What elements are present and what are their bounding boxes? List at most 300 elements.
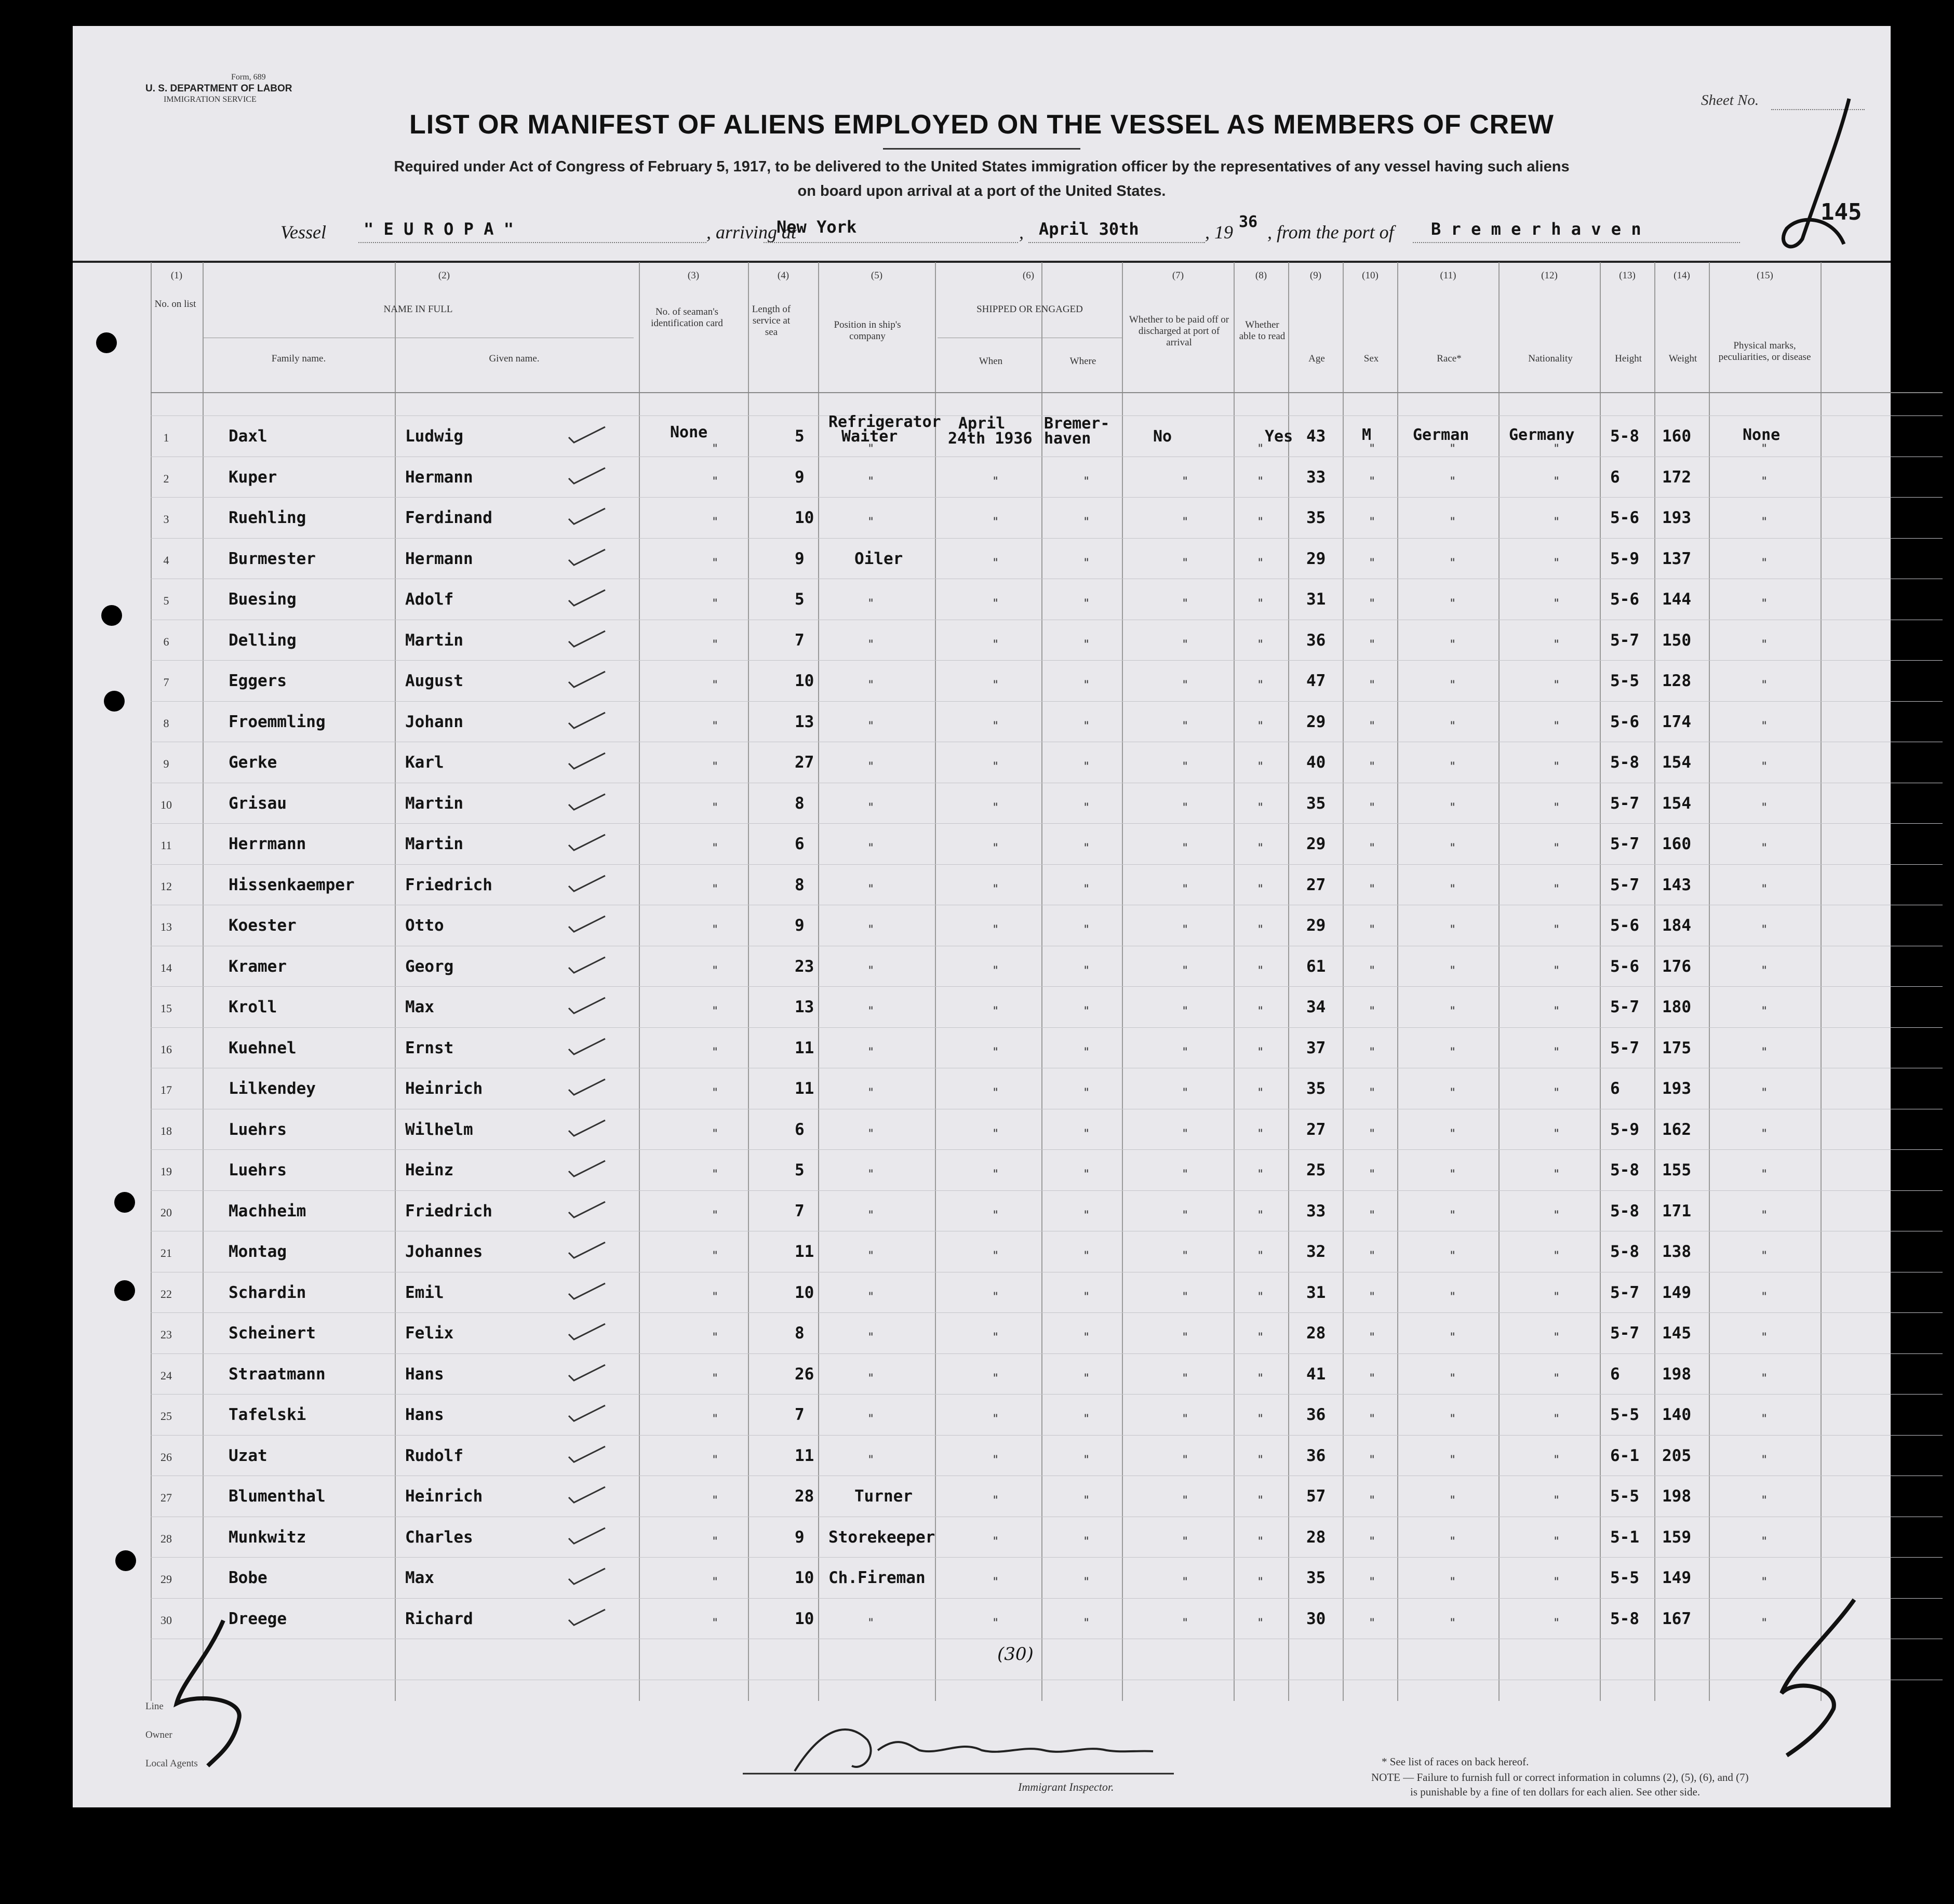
- given-name: Heinrich: [405, 1079, 483, 1098]
- ditto-mark: ": [1257, 679, 1264, 692]
- ditto-mark: ": [712, 801, 719, 814]
- column-number: (4): [777, 270, 789, 281]
- ditto-mark: ": [1083, 475, 1090, 488]
- given-name: Karl: [405, 753, 444, 772]
- ditto-mark: ": [992, 1250, 999, 1263]
- ditto-mark: ": [1761, 1372, 1768, 1385]
- vessel-name: " E U R O P A ": [364, 219, 514, 239]
- ditto-mark: ": [992, 638, 999, 651]
- ditto-mark: ": [1553, 801, 1560, 814]
- age: 35: [1306, 794, 1326, 813]
- given-name: Emil: [405, 1283, 444, 1302]
- check-mark-icon: [566, 1484, 608, 1505]
- ditto-mark: ": [1083, 556, 1090, 570]
- ditto-mark: ": [1182, 760, 1189, 773]
- service-name: IMMIGRATION SERVICE: [164, 95, 257, 104]
- ditto-mark: ": [1553, 679, 1560, 692]
- height: 5-7: [1610, 794, 1639, 813]
- row-number: 21: [160, 1246, 172, 1259]
- ditto-mark: ": [992, 1331, 999, 1344]
- ditto-mark: ": [1553, 1535, 1560, 1548]
- manifest-sheet: [73, 26, 1891, 1807]
- ditto-mark: ": [1369, 1290, 1376, 1304]
- ditto-mark: ": [1083, 760, 1090, 773]
- row-line: [151, 1353, 1943, 1354]
- service-years: 6: [795, 1120, 805, 1139]
- header-id-card: No. of seaman's identification card: [651, 306, 723, 329]
- given-name: Johann: [405, 712, 463, 731]
- age: 29: [1306, 835, 1326, 853]
- vessel-label: Vessel: [280, 222, 326, 243]
- service-years: 10: [795, 1609, 814, 1628]
- age: 29: [1306, 916, 1326, 935]
- header-age: Age: [1308, 353, 1325, 364]
- penalty-note-line1: NOTE — Failure to furnish full or correct information in columns (2), (5), (6), and (7): [1371, 1771, 1749, 1784]
- ditto-mark: ": [1257, 1127, 1264, 1141]
- family-name: Schardin: [229, 1283, 306, 1302]
- position: Oiler: [854, 549, 903, 568]
- weight: 160: [1662, 427, 1691, 446]
- given-name: Martin: [405, 794, 463, 813]
- ditto-mark: ": [1369, 556, 1376, 570]
- given-name: Otto: [405, 916, 444, 935]
- weight: 159: [1662, 1527, 1691, 1547]
- ditto-mark: ": [1761, 1616, 1768, 1630]
- row1-physical-marks: None: [1743, 426, 1781, 444]
- header-no-on-list: No. on list: [154, 299, 196, 310]
- arriving-port: New York: [777, 217, 857, 237]
- family-name: Machheim: [229, 1201, 306, 1221]
- check-mark-icon: [566, 1281, 608, 1302]
- given-name: Ferdinand: [405, 508, 492, 527]
- given-name: Rudolf: [405, 1446, 463, 1465]
- ditto-mark: ": [1257, 1535, 1264, 1548]
- column-number: (13): [1619, 270, 1636, 281]
- ditto-mark: ": [1369, 1331, 1376, 1344]
- ditto-mark: ": [712, 1331, 719, 1344]
- column-line: [395, 262, 396, 1701]
- ditto-mark: ": [1553, 964, 1560, 977]
- ditto-mark: ": [1257, 1331, 1264, 1344]
- given-name: Martin: [405, 835, 463, 853]
- check-mark-icon: [566, 587, 608, 608]
- check-mark-icon: [566, 1240, 608, 1261]
- ditto-mark: ": [1553, 1616, 1560, 1630]
- weight: 144: [1662, 590, 1691, 609]
- family-name: Burmester: [229, 549, 316, 568]
- weight: 143: [1662, 875, 1691, 894]
- ditto-mark: ": [1182, 1576, 1189, 1589]
- ditto-mark: ": [867, 842, 875, 855]
- family-name: Luehrs: [229, 1120, 287, 1139]
- header-weight: Weight: [1668, 353, 1697, 364]
- service-years: 8: [795, 1324, 805, 1343]
- height: 5-7: [1610, 835, 1639, 853]
- ditto-mark: ": [1369, 923, 1376, 936]
- ditto-mark: ": [1182, 516, 1189, 529]
- ditto-mark: ": [1257, 719, 1264, 733]
- row1-nationality: Germany: [1509, 426, 1575, 444]
- ditto-mark: ": [1083, 842, 1090, 855]
- service-years: 13: [795, 998, 814, 1016]
- row-number: 30: [160, 1613, 172, 1627]
- ditto-mark: ": [1182, 475, 1189, 488]
- ditto-mark: ": [1369, 1127, 1376, 1141]
- row1-position-line1: Refrigerator: [828, 413, 941, 431]
- ditto-mark: ": [992, 1453, 999, 1467]
- column-number: (14): [1674, 270, 1690, 281]
- row-line: [151, 1435, 1943, 1436]
- ditto-mark: ": [1182, 1127, 1189, 1141]
- row-line: [151, 823, 1943, 824]
- ditto-mark: ": [1449, 597, 1456, 610]
- ditto-mark: ": [867, 1005, 875, 1018]
- ditto-mark: ": [1369, 801, 1376, 814]
- age: 33: [1306, 1201, 1326, 1221]
- weight: 172: [1662, 467, 1691, 487]
- row-number: 3: [163, 513, 169, 526]
- ditto-mark: ": [712, 964, 719, 977]
- family-name: Delling: [229, 631, 297, 650]
- weight: 176: [1662, 957, 1691, 976]
- ditto-mark: ": [1449, 1413, 1456, 1426]
- weight: 145: [1662, 1324, 1691, 1343]
- height: 5-8: [1610, 1242, 1639, 1261]
- ditto-mark: ": [867, 1331, 875, 1344]
- left-handwritten-mark: [166, 1615, 260, 1771]
- row-number: 2: [163, 472, 169, 485]
- ditto-mark: ": [712, 760, 719, 773]
- service-years: 28: [795, 1487, 814, 1506]
- ditto-mark: ": [1257, 443, 1264, 455]
- ditto-mark: ": [867, 1453, 875, 1467]
- ditto-mark: ": [1369, 1535, 1376, 1548]
- family-name: Dreege: [229, 1609, 287, 1628]
- ditto-mark: ": [1182, 1331, 1189, 1344]
- header-service: Length of service at sea: [752, 304, 791, 338]
- ditto-mark: ": [1257, 1250, 1264, 1263]
- ditto-mark: ": [1257, 1616, 1264, 1630]
- column-line: [935, 262, 936, 1701]
- ditto-mark: ": [1449, 719, 1456, 733]
- ditto-mark: ": [1449, 1045, 1456, 1059]
- ditto-mark: ": [1182, 1290, 1189, 1304]
- height: 5-5: [1610, 1487, 1639, 1506]
- height: 6: [1610, 1364, 1620, 1384]
- ditto-mark: ": [712, 1209, 719, 1222]
- ditto-mark: ": [1083, 1616, 1090, 1630]
- ditto-mark: ": [992, 1535, 999, 1548]
- ditto-mark: ": [1083, 1250, 1090, 1263]
- ditto-mark: ": [992, 842, 999, 855]
- service-years: 11: [795, 1242, 814, 1261]
- service-years: 5: [795, 590, 805, 609]
- footer-left-label: Line: [145, 1701, 164, 1712]
- column-number: (12): [1541, 270, 1558, 281]
- given-name: Martin: [405, 631, 463, 650]
- height: 5-6: [1610, 508, 1639, 527]
- ditto-mark: ": [1257, 1576, 1264, 1589]
- year-suffix: 36: [1239, 213, 1258, 231]
- ditto-mark: ": [1761, 1453, 1768, 1467]
- ditto-mark: ": [1182, 964, 1189, 977]
- family-name: Kramer: [229, 957, 287, 976]
- ditto-mark: ": [1182, 923, 1189, 936]
- ditto-mark: ": [1257, 1168, 1264, 1181]
- family-name: Kuper: [229, 467, 277, 487]
- ditto-mark: ": [1257, 1413, 1264, 1426]
- ditto-mark: ": [1553, 1290, 1560, 1304]
- column-number: (9): [1309, 270, 1322, 281]
- ditto-mark: ": [1553, 1005, 1560, 1018]
- height: 5-1: [1610, 1527, 1639, 1547]
- ditto-mark: ": [1257, 882, 1264, 896]
- ditto-mark: ": [1761, 556, 1768, 570]
- ditto-mark: ": [1449, 1494, 1456, 1507]
- family-name: Hissenkaemper: [229, 875, 355, 894]
- check-mark-icon: [566, 547, 608, 568]
- ditto-mark: ": [1182, 842, 1189, 855]
- ditto-mark: ": [1182, 1168, 1189, 1181]
- footer-left-label: Local Agents: [145, 1758, 198, 1769]
- height: 5-7: [1610, 1324, 1639, 1343]
- weight: 154: [1662, 794, 1691, 813]
- ditto-mark: ": [992, 1005, 999, 1018]
- weight: 174: [1662, 712, 1691, 731]
- ditto-mark: ": [992, 597, 999, 610]
- ditto-mark: ": [1761, 475, 1768, 488]
- punch-hole: [114, 1280, 135, 1301]
- check-mark-icon: [566, 710, 608, 731]
- column-line: [1821, 262, 1822, 1701]
- ditto-mark: ": [1761, 516, 1768, 529]
- ditto-mark: ": [992, 801, 999, 814]
- ditto-mark: ": [1257, 1087, 1264, 1100]
- family-name: Gerke: [229, 753, 277, 772]
- row-number: 10: [160, 798, 172, 811]
- ditto-mark: ": [992, 1576, 999, 1589]
- given-name: Max: [405, 1568, 434, 1587]
- ditto-mark: ": [1761, 1045, 1768, 1059]
- service-years: 10: [795, 508, 814, 527]
- ditto-mark: ": [867, 516, 875, 529]
- family-name: Bobe: [229, 1568, 267, 1587]
- service-years: 23: [795, 957, 814, 976]
- check-mark-icon: [566, 465, 608, 486]
- age: 36: [1306, 1405, 1326, 1424]
- ditto-mark: ": [1449, 1535, 1456, 1548]
- ditto-mark: ": [1369, 1413, 1376, 1426]
- check-mark-icon: [566, 1444, 608, 1465]
- service-years: 13: [795, 712, 814, 731]
- subtitle-line1: Required under Act of Congress of February 5, 1917, to be delivered to the United States immigration officer by the representatives of any vessel having such aliens: [394, 158, 1570, 175]
- ditto-mark: ": [1761, 443, 1768, 455]
- column-line: [639, 262, 640, 1701]
- column-line: [1288, 262, 1289, 1701]
- age: 40: [1306, 753, 1326, 772]
- service-years: 9: [795, 467, 805, 487]
- row1-able-to-read: Yes: [1265, 427, 1293, 446]
- ditto-mark: ": [992, 882, 999, 896]
- ditto-mark: ": [867, 1087, 875, 1100]
- ditto-mark: ": [867, 719, 875, 733]
- row-line: [151, 660, 1943, 661]
- row-line: [151, 497, 1943, 498]
- height: 5-5: [1610, 1405, 1639, 1424]
- ditto-mark: ": [867, 760, 875, 773]
- ditto-mark: ": [1761, 760, 1768, 773]
- ditto-mark: ": [1083, 964, 1090, 977]
- ditto-mark: ": [1553, 882, 1560, 896]
- ditto-mark: ": [1083, 516, 1090, 529]
- check-mark-icon: [566, 1321, 608, 1342]
- ditto-mark: ": [1553, 1250, 1560, 1263]
- header-height: Height: [1615, 353, 1642, 364]
- arriving-label: , arriving at: [706, 222, 797, 243]
- ditto-mark: ": [1449, 1087, 1456, 1100]
- row-number: 12: [160, 879, 172, 893]
- check-mark-icon: [566, 873, 608, 894]
- family-name: Buesing: [229, 590, 297, 609]
- age: 36: [1306, 1446, 1326, 1465]
- given-name: Heinrich: [405, 1487, 483, 1506]
- ditto-mark: ": [1083, 679, 1090, 692]
- header-given-name: Given name.: [489, 353, 540, 364]
- ditto-mark: ": [1083, 719, 1090, 733]
- ditto-mark: ": [712, 842, 719, 855]
- given-name: Johannes: [405, 1242, 483, 1261]
- weight: 149: [1662, 1568, 1691, 1587]
- ditto-mark: ": [1083, 1413, 1090, 1426]
- ditto-mark: ": [1553, 923, 1560, 936]
- form-number: Form, 689: [231, 73, 266, 82]
- column-line: [1343, 262, 1344, 1701]
- row-line: [151, 1557, 1943, 1558]
- service-years: 27: [795, 753, 814, 772]
- check-mark-icon: [566, 832, 608, 853]
- given-name: Ludwig: [405, 427, 463, 446]
- row-number: 18: [160, 1124, 172, 1137]
- ditto-mark: ": [712, 1372, 719, 1385]
- service-years: 9: [795, 549, 805, 568]
- subtitle-line2: on board upon arrival at a port of the United States.: [797, 183, 1166, 199]
- age: 43: [1306, 427, 1326, 446]
- ditto-mark: ": [1369, 760, 1376, 773]
- service-years: 11: [795, 1446, 814, 1465]
- ditto-mark: ": [992, 760, 999, 773]
- arrival-date-line: [1028, 242, 1205, 243]
- height: 5-6: [1610, 712, 1639, 731]
- ditto-mark: ": [867, 638, 875, 651]
- punch-hole: [114, 1192, 135, 1213]
- header-nationality: Nationality: [1528, 353, 1573, 364]
- page-title: LIST OR MANIFEST OF ALIENS EMPLOYED ON THE VESSEL AS MEMBERS OF CREW: [409, 110, 1554, 140]
- ditto-mark: ": [992, 964, 999, 977]
- row-line: [151, 1598, 1943, 1599]
- family-name: Tafelski: [229, 1405, 306, 1424]
- ditto-mark: ": [1369, 842, 1376, 855]
- ditto-mark: ": [992, 556, 999, 570]
- row-line: [151, 701, 1943, 702]
- ditto-mark: ": [1083, 882, 1090, 896]
- row-number: 5: [163, 594, 169, 607]
- age: 37: [1306, 1038, 1326, 1057]
- row-number: 6: [163, 635, 169, 648]
- ditto-mark: ": [1369, 1372, 1376, 1385]
- ditto-mark: ": [1257, 638, 1264, 651]
- ditto-mark: ": [1369, 475, 1376, 488]
- ditto-mark: ": [1449, 443, 1456, 455]
- family-name: Lilkendey: [229, 1079, 316, 1098]
- ditto-mark: ": [867, 1250, 875, 1263]
- ditto-mark: ": [1257, 964, 1264, 977]
- row-number: 11: [160, 839, 172, 852]
- service-years: 8: [795, 875, 805, 894]
- row1-paid-off: No: [1153, 427, 1172, 446]
- header-shipped: SHIPPED OR ENGAGED: [976, 304, 1083, 315]
- ditto-mark: ": [1553, 1045, 1560, 1059]
- ditto-mark: ": [1553, 1453, 1560, 1467]
- ditto-mark: ": [867, 1413, 875, 1426]
- ditto-mark: ": [1083, 1576, 1090, 1589]
- row-number: 13: [160, 920, 172, 933]
- arriving-port-line: [764, 242, 1018, 243]
- family-name: Montag: [229, 1242, 287, 1261]
- age: 41: [1306, 1364, 1326, 1384]
- service-years: 10: [795, 1283, 814, 1302]
- ditto-mark: ": [712, 597, 719, 610]
- ditto-mark: ": [1761, 1494, 1768, 1507]
- ditto-mark: ": [1553, 1413, 1560, 1426]
- ditto-mark: ": [1553, 1576, 1560, 1589]
- header-able-to-read: Whether able to read: [1239, 319, 1286, 342]
- height: 6: [1610, 1079, 1620, 1098]
- header-paid-off: Whether to be paid off or discharged at port of arrival: [1129, 314, 1229, 348]
- height: 5-7: [1610, 631, 1639, 650]
- row-number: 14: [160, 961, 172, 974]
- check-mark-icon: [566, 506, 608, 527]
- check-mark-icon: [566, 750, 608, 771]
- height: 5-8: [1610, 1161, 1639, 1179]
- service-years: 11: [795, 1038, 814, 1057]
- ditto-mark: ": [1257, 760, 1264, 773]
- ditto-mark: ": [1761, 638, 1768, 651]
- row-number: 7: [163, 676, 169, 689]
- ditto-mark: ": [1257, 923, 1264, 936]
- title-rule: [883, 148, 1080, 150]
- age: 29: [1306, 549, 1326, 568]
- ditto-mark: ": [867, 443, 875, 455]
- ditto-mark: ": [1182, 1453, 1189, 1467]
- ditto-mark: ": [867, 923, 875, 936]
- given-name: Hermann: [405, 549, 473, 568]
- ditto-mark: ": [1182, 1372, 1189, 1385]
- age: 34: [1306, 998, 1326, 1016]
- check-mark-icon: [566, 1403, 608, 1424]
- height: 5-8: [1610, 427, 1639, 446]
- departure-port-line: [1413, 242, 1740, 243]
- ditto-mark: ": [712, 1127, 719, 1141]
- header-bottom-rule: [151, 392, 1943, 393]
- ditto-mark: ": [1449, 964, 1456, 977]
- ditto-mark: ": [867, 1168, 875, 1181]
- check-mark-icon: [566, 1525, 608, 1546]
- ditto-mark: ": [1449, 842, 1456, 855]
- row-line: [151, 864, 1943, 865]
- column-line: [1122, 262, 1123, 1701]
- ditto-mark: ": [1449, 1616, 1456, 1630]
- ditto-mark: ": [867, 964, 875, 977]
